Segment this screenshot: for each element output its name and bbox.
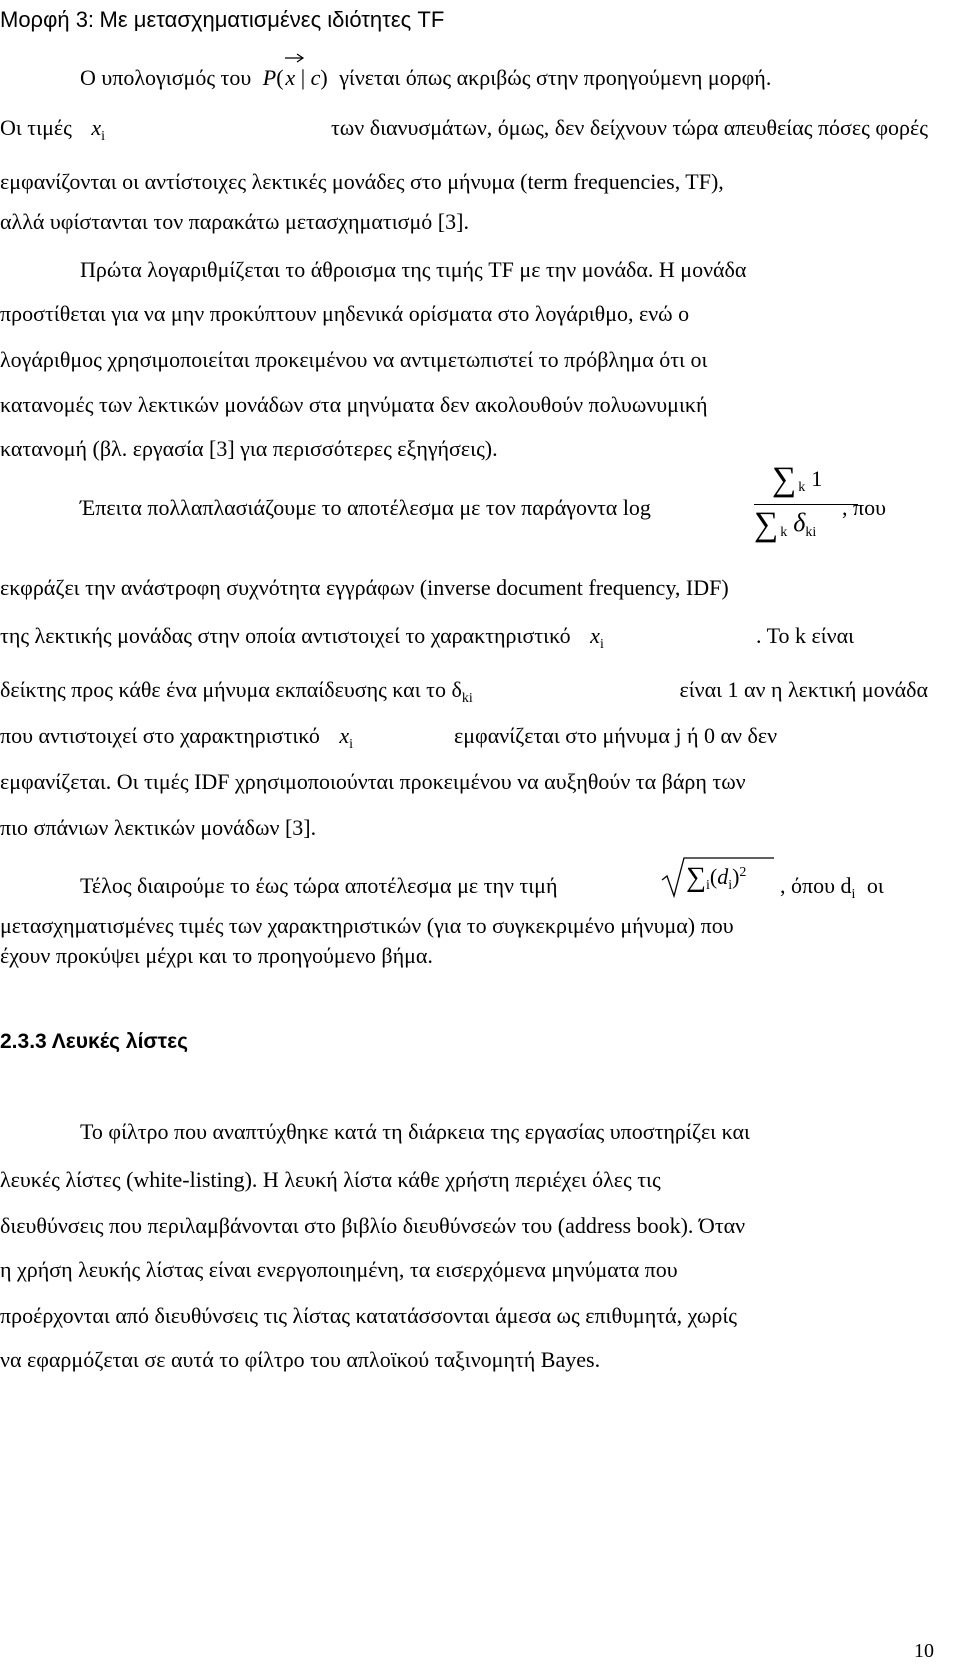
p3-line-1-tail: , που — [842, 495, 886, 520]
math-subscript: ki — [805, 525, 817, 540]
vector-arrow-icon — [283, 52, 307, 64]
text: Οι τιμές — [0, 115, 72, 140]
text: είναι 1 αν η λεκτική μονάδα — [679, 677, 928, 702]
p3-line-7: πιο σπάνιων λεκτικών μονάδων [3]. — [0, 815, 317, 840]
text: της λεκτικής μονάδας στην οποία αντιστοιχεί το χαρακτηριστικό — [0, 623, 571, 648]
p5-line-3: διευθύνσεις που περιλαμβάνονται στο βιβλίο διευθύνσεών του (address book). Όταν — [0, 1213, 746, 1238]
text: γίνεται όπως ακριβώς στην προηγούμενη μορφή. — [339, 65, 772, 90]
math-symbol: 1 — [811, 466, 823, 491]
math-symbol: x — [339, 723, 350, 748]
math-subscript: i — [101, 129, 105, 144]
p1-line-2 — [0, 114, 928, 142]
math-subscript: k — [780, 525, 788, 540]
text: Έπειτα πολλαπλασιάζουμε το αποτέλεσμα με τον παράγοντα log — [80, 495, 651, 520]
sum-symbol: ∑ — [754, 506, 779, 543]
page-number: 10 — [914, 1640, 934, 1662]
p3-line-3 — [0, 622, 604, 650]
p5-line-6: να εφαρμόζεται σε αυτά το φίλτρο του απλοϊκού ταξινομητή Bayes. — [0, 1347, 601, 1372]
p3-line-4 — [0, 676, 928, 704]
p3-line-3-tail: . Το k είναι — [756, 623, 855, 648]
p5-line-1: Το φίλτρο που αναπτύχθηκε κατά τη διάρκεια της εργασίας υποστηρίζει και — [80, 1119, 750, 1144]
p2-line-2: προστίθεται για να μην προκύπτουν μηδενικά ορίσματα στο λογάριθμο, ενώ ο — [0, 301, 690, 326]
sqrt-body: $\sum_i(d_i)^2$ — [686, 862, 747, 893]
p4-line-1: Τέλος διαιρούμε το έως τώρα αποτέλεσμα με την τιμή — [80, 873, 558, 898]
p2-line-4: κατανομές των λεκτικών μονάδων στα μηνύματα δεν ακολουθούν πολυωνυμική — [0, 392, 708, 417]
math-symbol: d — [717, 864, 729, 889]
math-subscript: i — [349, 737, 353, 752]
math-subscript: ki — [461, 691, 473, 706]
p4-line-2: μετασχηματισμένες τιμές των χαρακτηριστικών (για το συγκεκριμένο μήνυμα) που — [0, 913, 734, 938]
p4-line-3: έχουν προκύψει μέχρι και το προηγούμενο βήμα. — [0, 943, 433, 968]
text-group — [0, 114, 105, 142]
math-subscript: i — [705, 878, 710, 893]
p4-line-1-tail — [780, 872, 884, 900]
fraction-numerator — [772, 461, 823, 498]
sqrt-formula — [660, 852, 776, 902]
p2-line-1: Πρώτα λογαριθμίζεται το άθροισμα της τιμής TF με την μονάδα. Η μονάδα — [80, 257, 747, 282]
section-title: Λευκές λίστες — [51, 1030, 189, 1053]
p2-line-3: λογάριθμος χρησιμοποιείται προκειμένου να αντιμετωπιστεί το πρόβλημα ότι οι — [0, 347, 708, 372]
text: που αντιστοιχεί στο χαρακτηριστικό — [0, 723, 320, 748]
heading-line — [0, 6, 444, 34]
p2-line-5: κατανομή (βλ. εργασία [3] για περισσότερες εξηγήσεις). — [0, 436, 498, 461]
math-subscript: i — [851, 887, 856, 902]
p3-line-5-tail: εμφανίζεται στο μήνυμα j ή 0 αν δεν — [454, 723, 778, 748]
sum-symbol: ∑ — [686, 862, 706, 893]
p1-line-1 — [80, 64, 771, 92]
math-symbol: x — [91, 115, 102, 140]
text: δείκτης προς κάθε ένα μήνυμα εκπαίδευσης και το δ — [0, 677, 462, 702]
p1-line-4: αλλά υφίστανται τον παρακάτω μετασχηματισμό [3]. — [0, 209, 469, 234]
p3-line-1 — [80, 494, 651, 522]
math-subscript: i — [599, 637, 604, 652]
heading-text: Με μετασχηματισμένες ιδιότητες TF — [99, 7, 445, 32]
text: των διανυσμάτων, όμως, δεν δείχνουν τώρα απευθείας πόσες φορές — [330, 115, 928, 140]
math-symbol: x — [590, 623, 600, 648]
p3-line-5 — [0, 722, 353, 750]
text: οι — [866, 873, 884, 898]
text: Ο υπολογισμός του — [80, 65, 252, 90]
math-symbol: c — [310, 65, 321, 90]
math-subscript: i — [728, 878, 733, 893]
sum-symbol: ∑ — [772, 461, 797, 498]
math-symbol: P — [262, 65, 277, 90]
section-heading — [0, 1028, 188, 1056]
p5-line-5: προέρχονται από διευθύνσεις τις λίστας κατατάσσονται άμεσα ως επιθυμητά, χωρίς — [0, 1303, 737, 1328]
p3-line-2: εκφράζει την ανάστροφη συχνότητα εγγράφων (inverse document frequency, IDF) — [0, 575, 729, 600]
section-number: 2.3.3 — [0, 1030, 47, 1053]
formula-p-x-given-c: P( x | c) — [263, 64, 328, 92]
p3-line-6: εμφανίζεται. Οι τιμές IDF χρησιμοποιούνται προκειμένου να αυξηθούν τα βάρη των — [0, 769, 746, 794]
heading-label: Μορφή 3: — [0, 7, 95, 32]
math-subscript: k — [798, 480, 806, 495]
math-symbol: x — [285, 65, 296, 90]
text: , όπου d — [780, 873, 852, 898]
p1-line-3: εμφανίζονται οι αντίστοιχες λεκτικές μονάδες στο μήνυμα (term frequencies, TF), — [0, 169, 724, 194]
p5-line-2: λευκές λίστες (white-listing). Η λευκή λίστα κάθε χρήστη περιέχει όλες τις — [0, 1167, 661, 1192]
text-group — [0, 676, 473, 704]
math-symbol: δ — [793, 508, 806, 537]
math-superscript: 2 — [739, 865, 747, 880]
p5-line-4: η χρήση λευκής λίστας είναι ενεργοποιημένη, τα εισερχόμενα μηνύματα που — [0, 1257, 678, 1282]
fraction-denominator — [754, 506, 817, 543]
